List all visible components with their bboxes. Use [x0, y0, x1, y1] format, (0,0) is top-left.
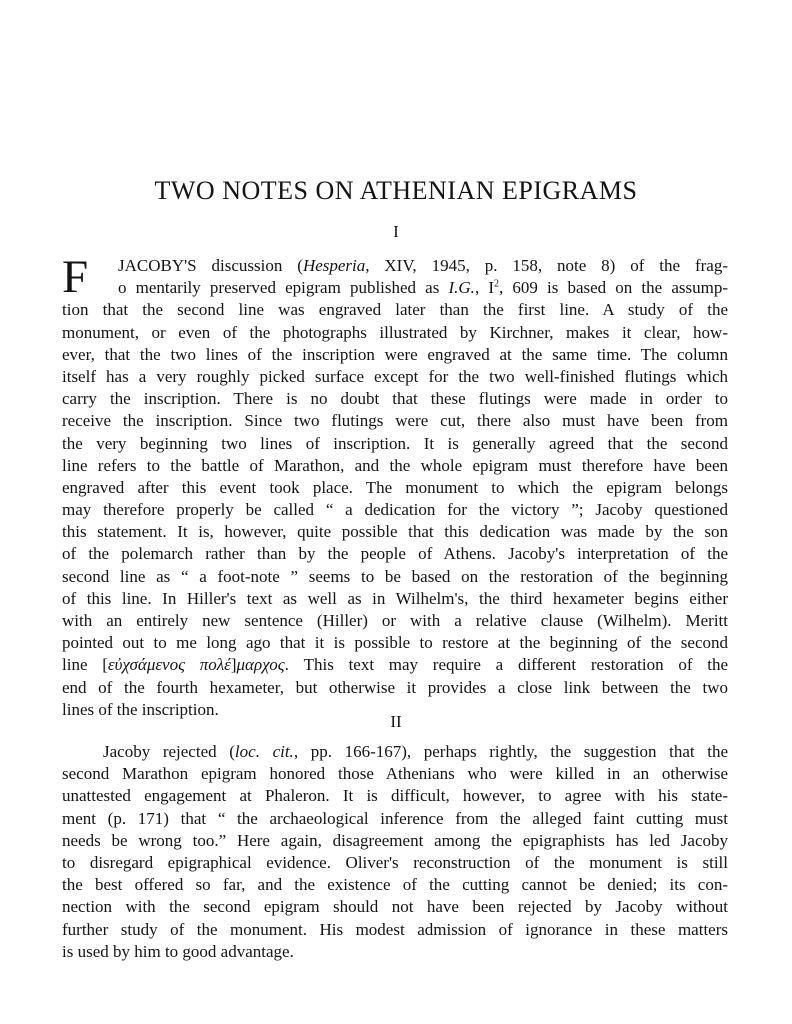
- text-run: unattested engagement at Phaleron. It is difficult, however, to agree with his state-: [62, 786, 728, 806]
- text-run: engraved after this event took place. The monument to which the epigram belongs: [62, 477, 728, 497]
- text-run: JACOBY'S discussion (: [118, 256, 303, 275]
- text-run: line [: [62, 655, 108, 675]
- text-run: loc. cit.: [234, 742, 294, 761]
- text-run: this statement. It is, however, quite possible that this dedication was made by the son: [62, 522, 728, 542]
- text-line: [62, 499, 728, 521]
- text-line: [62, 763, 728, 785]
- text-run: carry the inscription. There is no doubt that these flutings were made in order to: [62, 389, 728, 409]
- text-run: itself has a very roughly picked surface except for the two well-finished flutings which: [62, 366, 728, 386]
- text-line: [62, 388, 728, 410]
- text-line: [62, 433, 728, 455]
- text-line: [62, 785, 728, 807]
- section-1-body: [62, 251, 728, 721]
- text-line: [62, 477, 728, 499]
- text-line: [62, 322, 728, 344]
- text-line: [62, 277, 728, 299]
- text-run: μαρχος: [236, 655, 285, 675]
- text-run: Hesperia: [302, 256, 366, 275]
- text-line: [62, 455, 728, 477]
- text-run: further study of the monument. His modest admission of ignorance in these matters: [62, 919, 728, 939]
- text-line: [62, 852, 728, 874]
- section-number-1: I: [393, 222, 399, 241]
- text-line: [62, 677, 728, 699]
- text-run: may therefore properly be called “ a dedication for the victory ”; Jacoby questioned: [62, 500, 728, 520]
- section-2-body: [62, 741, 728, 963]
- text-run: , XIV, 1945, p. 158, note 8) of the frag-: [365, 256, 728, 275]
- text-line: [62, 543, 728, 565]
- text-run: line refers to the battle of Marathon, and the whole epigram must therefore have been: [62, 455, 728, 475]
- text-run: the best offered so far, and the existence of the cutting cannot be denied; its con-: [62, 875, 728, 895]
- text-line: [62, 830, 728, 852]
- text-line: [62, 874, 728, 896]
- text-run: ever, that the two lines of the inscription were engraved at the same time. The column: [62, 344, 728, 364]
- text-run: is used by him to good advantage.: [62, 941, 294, 961]
- text-line: [62, 521, 728, 543]
- text-run: o mentarily preserved epigram published as: [118, 278, 449, 298]
- text-line: [62, 410, 728, 432]
- text-run: monument, or even of the photographs illustrated by Kirchner, makes it clear, how-: [62, 322, 728, 342]
- text-run: to disregard epigraphical evidence. Oliver's reconstruction of the monument is still: [62, 852, 728, 872]
- text-line: [62, 344, 728, 366]
- text-line: [62, 566, 728, 588]
- text-run: of this line. In Hiller's text as well as in Wilhelm's, the third hexameter begins either: [62, 588, 728, 608]
- text-run: lines of the inscription.: [62, 699, 219, 719]
- text-run: nection with the second epigram should not have been rejected by Jacoby without: [62, 897, 728, 917]
- text-line: [62, 588, 728, 610]
- text-line: [62, 808, 728, 830]
- text-line: [62, 896, 728, 918]
- text-run: second line as “ a foot-note ” seems to be based on the restoration of the beginning: [62, 566, 728, 586]
- text-run: of the polemarch rather than by the people of Athens. Jacoby's interpretation of the: [62, 544, 728, 564]
- text-run: ment (p. 171) that “ the archaeological inference from the alleged faint cutting must: [62, 808, 728, 828]
- text-run: needs be wrong too.” Here again, disagreement among the epigraphists has led Jacoby: [62, 830, 728, 850]
- text-run: 2: [493, 278, 499, 290]
- text-run: εὐχσάμενος πολέ: [107, 655, 231, 675]
- text-line: [62, 299, 728, 321]
- text-run: end of the fourth hexameter, but otherwise it provides a close link between the two: [62, 677, 728, 697]
- text-line: [62, 741, 728, 763]
- text-run: I.G.: [448, 278, 475, 298]
- text-run: ]: [230, 655, 237, 675]
- page-title: TWO NOTES ON ATHENIAN EPIGRAMS: [154, 176, 638, 205]
- text-line: [62, 366, 728, 388]
- text-run: receive the inscription. Since two flutings were cut, there also must have been from: [62, 411, 728, 431]
- text-run: . This text may require a different restoration of the: [284, 655, 728, 675]
- text-line: [62, 654, 728, 676]
- text-run: tion that the second line was engraved later than the first line. A study of the: [62, 300, 728, 320]
- text-run: the very beginning two lines of inscription. It is generally agreed that the second: [62, 433, 728, 453]
- text-line: [62, 632, 728, 654]
- text-line: [62, 610, 728, 632]
- text-run: second Marathon epigram honored those Athenians who were killed in an otherwise: [62, 764, 728, 784]
- text-run: with an entirely new sentence (Hiller) or with a relative clause (Wilhelm). Meritt: [62, 611, 728, 630]
- text-line: [62, 919, 728, 941]
- drop-cap: F: [62, 251, 89, 303]
- text-run: , pp. 166-167), perhaps rightly, the suggestion that the: [293, 742, 728, 761]
- text-run: , 609 is based on the assump-: [498, 278, 728, 298]
- text-line: [62, 255, 728, 277]
- text-run: pointed out to me long ago that it is possible to restore at the beginning of the second: [62, 633, 728, 653]
- text-run: , I: [474, 278, 494, 298]
- text-run: Jacoby rejected (: [103, 742, 235, 761]
- text-line: [62, 941, 728, 963]
- section-number-2: II: [390, 712, 402, 731]
